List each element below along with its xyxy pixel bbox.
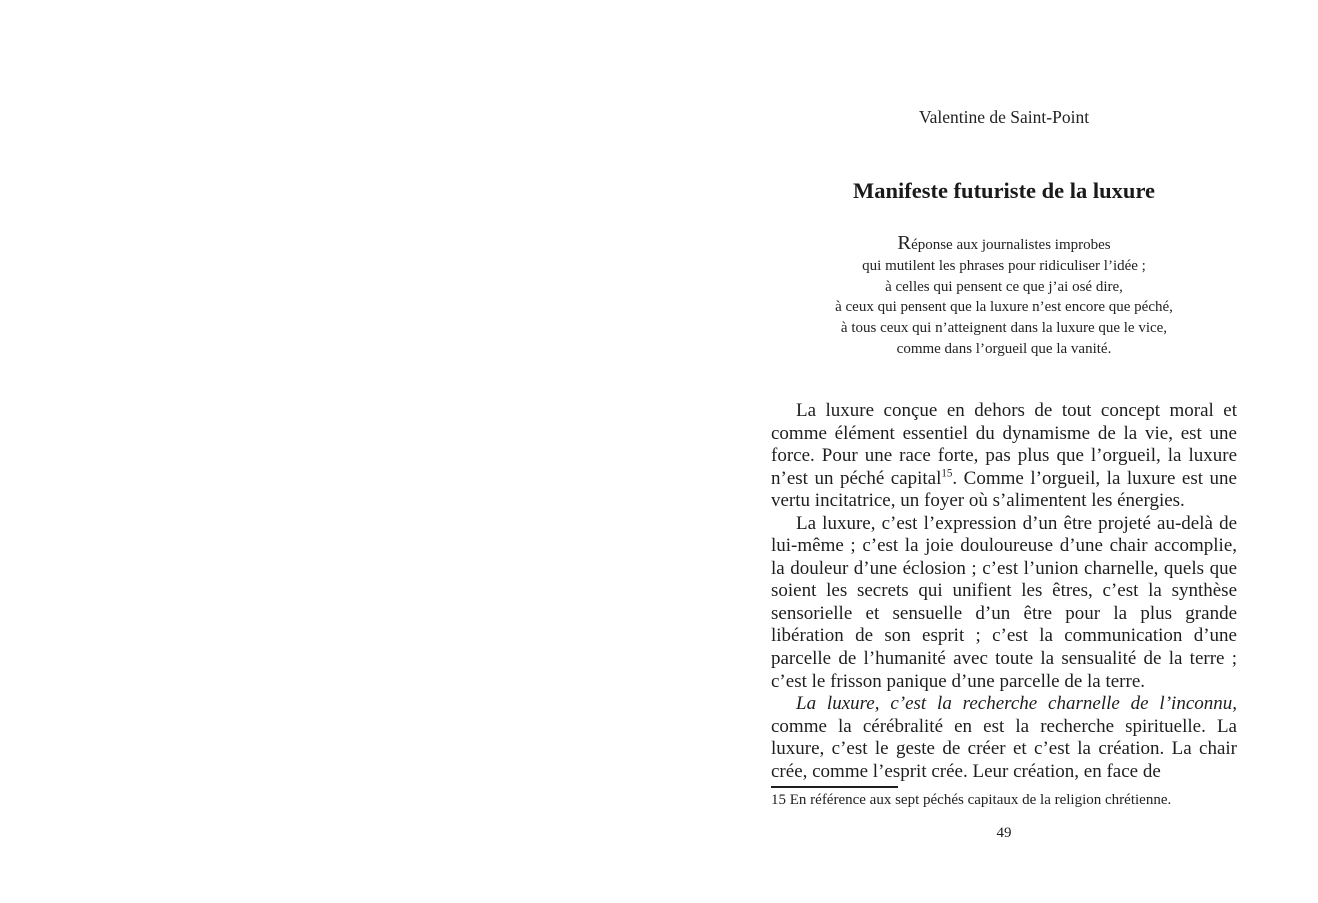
epigraph-line-text: éponse aux journalistes improbes (911, 237, 1111, 253)
book-page (771, 0, 1237, 903)
footnote-reference: 15 (941, 467, 953, 480)
footnote-separator (771, 786, 898, 788)
epigraph-line: à tous ceux qui n’atteignent dans la luxure que le vice, (840, 320, 1168, 337)
epigraph-line: qui mutilent les phrases pour ridiculiser l’idée ; (862, 257, 1146, 274)
epigraph (771, 233, 1237, 360)
epigraph-line (771, 233, 1237, 256)
paragraph-text: comme la cérébralité en est la recherche spirituelle. La luxure, c’est le geste de créer et c’est la création. La chair crée, comme l’esprit crée. Leur création, en face de (771, 715, 1237, 782)
paragraph-text: . Comme l’orgueil, la luxure est une vertu incitatrice, un foyer où s’alimentent les énergies. (771, 467, 1237, 512)
body-text (771, 400, 1237, 783)
paragraph-text: La luxure conçue en dehors de tout concept moral et comme élément essentiel du dynamisme de la vie, est une force. Pour une race forte, pas plus que l’orgueil, la luxure n’est un péché capital (771, 400, 1237, 489)
epigraph-line: à ceux qui pensent que la luxure n’est encore que péché, (835, 299, 1173, 316)
author-line: Valentine de Saint-Point (918, 107, 1090, 127)
italic-lead-phrase: La luxure, c’est la recherche charnelle de l’inconnu, (796, 693, 1237, 715)
body-paragraph: La luxure, c’est l’expression d’un être projeté au-delà de lui-même ; c’est la joie douloureuse d’une chair accomplie, la douleur d’une éclosion ; c’est l’union charnelle, quels que soient les secrets qui unifient les êtres, c’est la synthèse sensorielle et sensuelle d’un être pour la plus grande libération de son esprit ; c’est la communication d’une parcelle de l’humanité avec toute la sensualité de la terre ; c’est le frisson panique d’une parcelle de la terre. (771, 512, 1237, 692)
epigraph-initial: R (897, 232, 912, 254)
footnote: 15 En référence aux sept péchés capitaux de la religion chrétienne. (771, 792, 1172, 808)
epigraph-line: à celles qui pensent ce que j’ai osé dire, (885, 278, 1123, 295)
epigraph-line: comme dans l’orgueil que la vanité. (896, 340, 1112, 357)
body-paragraph (771, 693, 1237, 783)
page-title: Manifeste futuriste de la luxure (852, 178, 1156, 204)
page-number: 49 (996, 825, 1012, 841)
body-paragraph (771, 400, 1237, 513)
